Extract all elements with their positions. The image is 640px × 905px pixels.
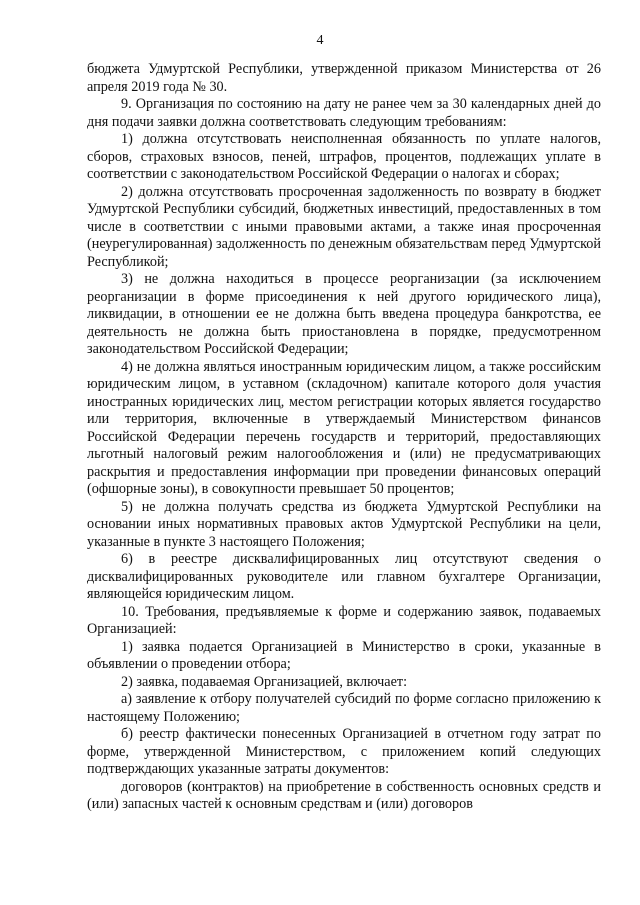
paragraph-contracts: договоров (контрактов) на приобретение в собственность основных средств и (или) запасных частей к основным средствам и (или) договоров — [87, 778, 601, 812]
paragraph-subitem-9-1: 1) должна отсутствовать неисполненная обязанность по уплате налогов, сборов, страховых взносов, пеней, штрафов, процентов, подлежащих уплате в соответствии с законодательством Российской Федерации о налогах и сборах; — [87, 131, 601, 182]
paragraph-item-9: 9. Организация по состоянию на дату не ранее чем за 30 календарных дней до дня подачи заявки должна соответствовать следующим требованиям: — [87, 96, 601, 130]
paragraph-subitem-9-2: 2) должна отсутствовать просроченная задолженность по возврату в бюджет Удмуртской Республики субсидий, бюджетных инвестиций, предоставленных в том числе в соответствии с иными правовыми актами, а также иная просроченная (неурегулированная) задолженность по денежным обязательствам перед Удмуртской Республикой; — [87, 183, 601, 270]
document-body — [87, 61, 601, 814]
paragraph-subitem-10-2: 2) заявка, подаваемая Организацией, включает: — [121, 673, 408, 690]
paragraph-subitem-9-3: 3) не должна находиться в процессе реорганизации (за исключением реорганизации в форме присоединения к ней другого юридического лица), ликвидации, в отношении ее не должна быть введена процедура банкротства, ее деятельность не должна быть приостановлена в порядке, предусмотренном законодательством Российской Федерации; — [87, 271, 601, 357]
paragraph-subitem-9-5: 5) не должна получать средства из бюджета Удмуртской Республики на основании иных нормативных правовых актов Удмуртской Республики на цели, указанные в пункте 3 настоящего Положения; — [87, 498, 601, 550]
paragraph-subitem-9-4: 4) не должна являться иностранным юридическим лицом, а также российским юридическим лицом, в уставном (складочном) капитале которого доля участия иностранных юридических лиц, местом регистрации которых является государство или территория, включенные в утверждаемый Министерством финансов Российской Федерации перечень государств и территорий, предоставляющих льготный налоговый режим налогообложения и (или) не предусматривающих раскрытия и предоставления информации при проведении финансовых операций (офшорные зоны), в совокупности превышает 50 процентов; — [87, 358, 601, 497]
paragraph-subitem-9-6: 6) в реестре дисквалифицированных лиц отсутствуют сведения о дисквалифицированных руководителе или главном бухгалтере Организации, являющейся юридическим лицом. — [87, 551, 601, 602]
paragraph-item-10: 10. Требования, предъявляемые к форме и содержанию заявок, подаваемых Организацией: — [87, 603, 601, 637]
page-number: 4 — [316, 33, 324, 48]
paragraph-continuation: бюджета Удмуртской Республики, утвержденной приказом Министерства от 26 апреля 2019 года № 30. — [87, 61, 601, 95]
paragraph-subitem-10-2-b: б) реестр фактически понесенных Организацией в отчетном году затрат по форме, утвержденной Министерством, с приложением копий следующих подтверждающих указанные затраты документов: — [87, 726, 601, 777]
paragraph-subitem-10-1: 1) заявка подается Организацией в Министерство в сроки, указанные в объявлении о проведении отбора; — [87, 638, 601, 672]
paragraph-subitem-10-2-a: а) заявление к отбору получателей субсидий по форме согласно приложению к настоящему Положению; — [87, 691, 601, 725]
